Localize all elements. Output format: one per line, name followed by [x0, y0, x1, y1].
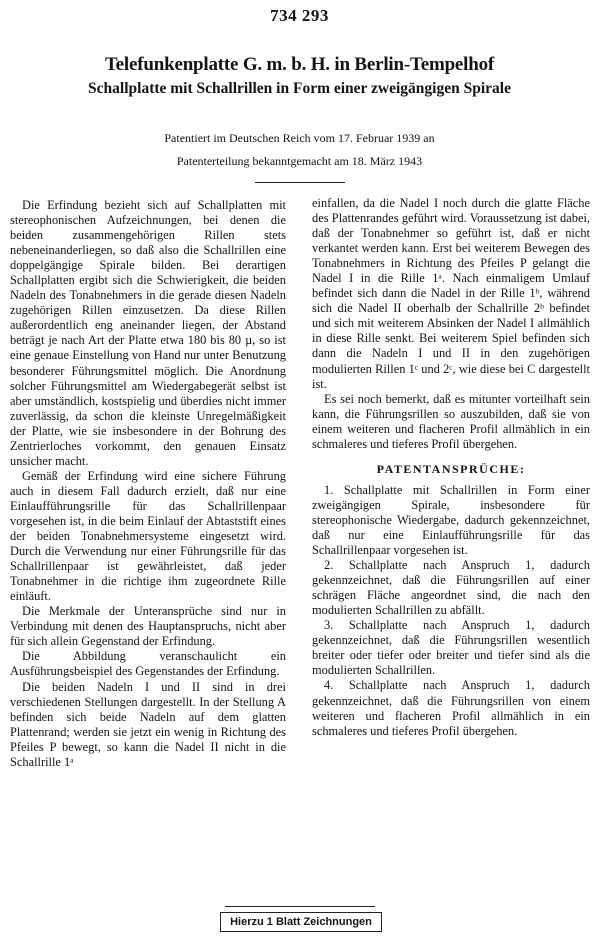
paragraph: Die beiden Nadeln I und II sind in drei verschiedenen Stellungen dargestellt. In der Stellung A befinden sich beide Nadeln auf dem glatten Plattenrand; werden sie jetzt ein wenig in Richtung des Pfeiles P bewegt, so kann die Nadel II nicht in die Schallrille 1ᵃ: [10, 679, 286, 769]
header-divider: [255, 182, 345, 183]
description-left-column: [10, 198, 286, 770]
claim-item: 2. Schallplatte nach Anspruch 1, dadurch gekennzeichnet, daß die Führungsrillen auf einer schrägen Fläche angeordnet sind, die nach den modulierten Schallrillen zu abfällt.: [312, 558, 590, 618]
claim-item: 3. Schallplatte nach Anspruch 1, dadurch gekennzeichnet, daß die Führungsrillen wesentlich breiter oder tiefer oder breiter und tiefer sind als die modulierten Schallrillen.: [312, 618, 590, 678]
claims-heading: PATENTANSPRÜCHE:: [376, 461, 526, 476]
announcement-date-line: Patenterteilung bekanntgemacht am 18. März 1943: [176, 154, 423, 168]
drawings-note: Hierzu 1 Blatt Zeichnungen: [220, 912, 382, 932]
patent-title: Schallplatte mit Schallrillen in Form einer zweigängigen Spirale: [88, 80, 511, 97]
grant-date-line: Patentiert im Deutschen Reich vom 17. Februar 1939 an: [164, 131, 435, 145]
claim-item: 1. Schallplatte mit Schallrillen in Form einer zweigängigen Spirale, insbesondere für stereophonische Wiedergabe, dadurch gekennzeichnet, daß nur eine Einlaufführungsrille für das Schallrillenpaar vorgesehen ist.: [312, 482, 590, 558]
applicant-company: Telefunkenplatte G. m. b. H. in Berlin-Tempelhof: [104, 54, 495, 75]
paragraph: einfallen, da die Nadel I noch durch die glatte Fläche des Plattenrandes geführt wird. Voraussetzung ist dabei, daß der Tonabnehmer so geführt ist, daß er nicht verkantet werden kann. Erst bei weiterem Bewegen des Tonabnehmers in Richtung des Pfeiles P gelangt die Nadel I in die Rille 1ᵃ. Nach einmaligem Umlauf befindet sich dann die Nadel in der Rille 1ᵇ, während sich die Nadel II oberhalb der Schallrille 2ᵇ befindet und sich mit weiterem Absinken der Nadel I allmählich in diese Rille senkt. Bei weiterem Spiel befinden sich dann die Nadeln I und II in den zugehörigen modulierten Rillen 1ᶜ und 2ᶜ, wie diese bei C dargestellt ist.: [312, 196, 590, 391]
paragraph: Die Merkmale der Unteransprüche sind nur in Verbindung mit denen des Hauptanspruchs, nicht aber für sich allein Gegenstand der Erfindung.: [10, 604, 286, 649]
paragraph: Es sei noch bemerkt, daß es mitunter vorteilhaft sein kann, die Führungsrillen so auszubilden, daß sie von einem weiteren und flacheren Profil allmählich in ein schmaleres und tieferes Profil übergehen.: [312, 391, 590, 451]
paragraph: Gemäß der Erfindung wird eine sichere Führung auch in diesem Fall dadurch erzielt, daß nur eine Einlaufführungsrille für das Schallrillenpaar vorgesehen ist, in die beim Einlauf der Abtaststift eines der beiden Tonabnehmersysteme eingesetzt wird. Durch die Verwendung nur einer Führungsrille für das Schallrillenpaar ist gewährleistet, daß jeder Tonabnehmer in die richtige ihm zugeordnete Rille einläuft.: [10, 468, 286, 604]
footer-divider: [225, 906, 375, 907]
paragraph: Die Erfindung bezieht sich auf Schallplatten mit stereophonischen Aufzeichnungen, bei denen die beiden zusammengehörigen Rillen stets nebeneinanderliegen, so daß also die Schallrillen eine doppelgängige Spirale bilden. Bei derartigen Schallplatten ergibt sich die Schwierigkeit, die beiden Nadeln des Tonabnehmers in die gerade diesen Nadeln zugehörigen Rillen einzusetzen. Da diese Rillen außerordentlich eng aneinander liegen, der Abstand beträgt je nach Art der Platte etwa 180 bis 80 µ, so ist eine genaue Einstellung von Hand nur unter Benutzung besonderer Führungsmittel möglich. Die Anordnung solcher Führungsmittel am Wiedergabegerät selbst ist aber umständlich, kostspielig und überdies nicht immer zuverlässig, da schon die kleinste Unregelmäßigkeit der Platte, wie sie insbesondere in der Bohrung des Zentrierloches vorkommt, den genauen Einsatz unsicher macht.: [10, 198, 286, 468]
description-right-column: [312, 196, 590, 739]
paragraph: Die Abbildung veranschaulicht ein Ausführungsbeispiel des Gegenstandes der Erfindung.: [10, 649, 286, 679]
claim-item: 4. Schallplatte nach Anspruch 1, dadurch gekennzeichnet, daß die Führungsrillen von einem weiteren und flacheren Profil allmählich in ein schmaleres und tieferes Profil übergehen.: [312, 678, 590, 738]
patent-number: 734 293: [270, 6, 329, 25]
